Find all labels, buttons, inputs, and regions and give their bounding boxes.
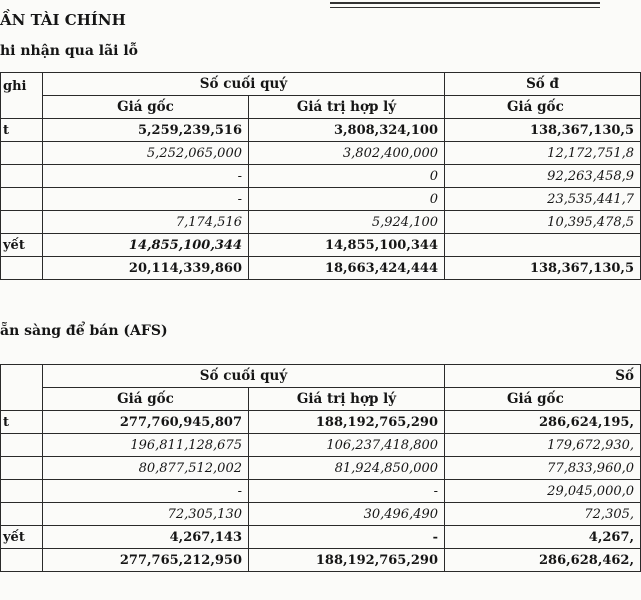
row-label (1, 457, 43, 480)
row-label (1, 549, 43, 572)
begin-cost-cell: 10,395,478,5 (445, 211, 641, 234)
begin-cost-cell: 179,672,930, (445, 434, 641, 457)
fair-value-cell: 106,237,418,800 (249, 434, 445, 457)
begin-cost-cell: 92,263,458,9 (445, 165, 641, 188)
table-row (1, 142, 641, 165)
fvtpl-col-cost: Giá gốc (43, 96, 249, 119)
fair-value-cell: - (249, 480, 445, 503)
row-label (1, 434, 43, 457)
row-label (1, 480, 43, 503)
begin-cost-cell: 72,305, (445, 503, 641, 526)
row-label: yết (1, 526, 43, 549)
fvtpl-heading: hi nhận qua lãi lỗ (0, 43, 139, 59)
fvtpl-col-fair: Giá trị hợp lý (249, 96, 445, 119)
table-row (1, 211, 641, 234)
cost-cell: 7,174,516 (43, 211, 249, 234)
row-label (1, 257, 43, 280)
fair-value-cell: 14,855,100,344 (249, 234, 445, 257)
fair-value-cell: 81,924,850,000 (249, 457, 445, 480)
begin-cost-cell: 12,172,751,8 (445, 142, 641, 165)
cost-cell: - (43, 188, 249, 211)
fvtpl-group-begin: Số đ (445, 73, 641, 96)
afs-col-fair: Giá trị hợp lý (249, 388, 445, 411)
table-row (1, 526, 641, 549)
fvtpl-column-header-row (1, 96, 641, 119)
table-row (1, 434, 641, 457)
row-label: t (1, 411, 43, 434)
fair-value-cell: 3,802,400,000 (249, 142, 445, 165)
section-title: ẦN TÀI CHÍNH (0, 11, 126, 29)
fvtpl-col-cost-begin: Giá gốc (445, 96, 641, 119)
afs-group-end: Số cuối quý (43, 365, 445, 388)
begin-cost-cell (445, 234, 641, 257)
cost-cell: 277,765,212,950 (43, 549, 249, 572)
row-label (1, 211, 43, 234)
afs-group-begin: Số (445, 365, 641, 388)
begin-cost-cell: 138,367,130,5 (445, 119, 641, 142)
fvtpl-table (0, 72, 641, 280)
cost-cell: 4,267,143 (43, 526, 249, 549)
afs-heading: ẵn sàng để bán (AFS) (0, 323, 168, 339)
fair-value-cell: - (249, 526, 445, 549)
cost-cell: 196,811,128,675 (43, 434, 249, 457)
cost-cell: 277,760,945,807 (43, 411, 249, 434)
afs-group-header-row (1, 365, 641, 388)
table-row (1, 480, 641, 503)
table-row (1, 503, 641, 526)
fair-value-cell: 188,192,765,290 (249, 411, 445, 434)
table-row (1, 188, 641, 211)
top-rule-2 (330, 7, 600, 8)
afs-table (0, 364, 641, 572)
table-row-total (1, 549, 641, 572)
afs-col-cost: Giá gốc (43, 388, 249, 411)
table-row (1, 411, 641, 434)
table-row (1, 119, 641, 142)
cost-cell: 20,114,339,860 (43, 257, 249, 280)
cost-cell: 72,305,130 (43, 503, 249, 526)
fair-value-cell: 30,496,490 (249, 503, 445, 526)
top-rule-1 (330, 2, 600, 4)
cost-cell: - (43, 165, 249, 188)
cost-cell: 80,877,512,002 (43, 457, 249, 480)
row-label (1, 188, 43, 211)
begin-cost-cell: 138,367,130,5 (445, 257, 641, 280)
row-label-header: ghi (1, 73, 43, 119)
cost-cell: 5,252,065,000 (43, 142, 249, 165)
fair-value-cell: 3,808,324,100 (249, 119, 445, 142)
row-label (1, 503, 43, 526)
table-row (1, 165, 641, 188)
cost-cell: 14,855,100,344 (43, 234, 249, 257)
begin-cost-cell: 286,628,462, (445, 549, 641, 572)
fair-value-cell: 188,192,765,290 (249, 549, 445, 572)
cost-cell: 5,259,239,516 (43, 119, 249, 142)
row-label: yết (1, 234, 43, 257)
fair-value-cell: 18,663,424,444 (249, 257, 445, 280)
begin-cost-cell: 29,045,000,0 (445, 480, 641, 503)
begin-cost-cell: 4,267, (445, 526, 641, 549)
row-label (1, 142, 43, 165)
row-label-header-blank (1, 365, 43, 411)
afs-col-cost-begin: Giá gốc (445, 388, 641, 411)
fvtpl-group-header-row (1, 73, 641, 96)
fair-value-cell: 0 (249, 165, 445, 188)
fair-value-cell: 5,924,100 (249, 211, 445, 234)
begin-cost-cell: 77,833,960,0 (445, 457, 641, 480)
cost-cell: - (43, 480, 249, 503)
row-label (1, 165, 43, 188)
begin-cost-cell: 23,535,441,7 (445, 188, 641, 211)
afs-column-header-row (1, 388, 641, 411)
fair-value-cell: 0 (249, 188, 445, 211)
table-row-total (1, 257, 641, 280)
row-label: t (1, 119, 43, 142)
table-row (1, 457, 641, 480)
table-row (1, 234, 641, 257)
begin-cost-cell: 286,624,195, (445, 411, 641, 434)
fvtpl-group-end: Số cuối quý (43, 73, 445, 96)
